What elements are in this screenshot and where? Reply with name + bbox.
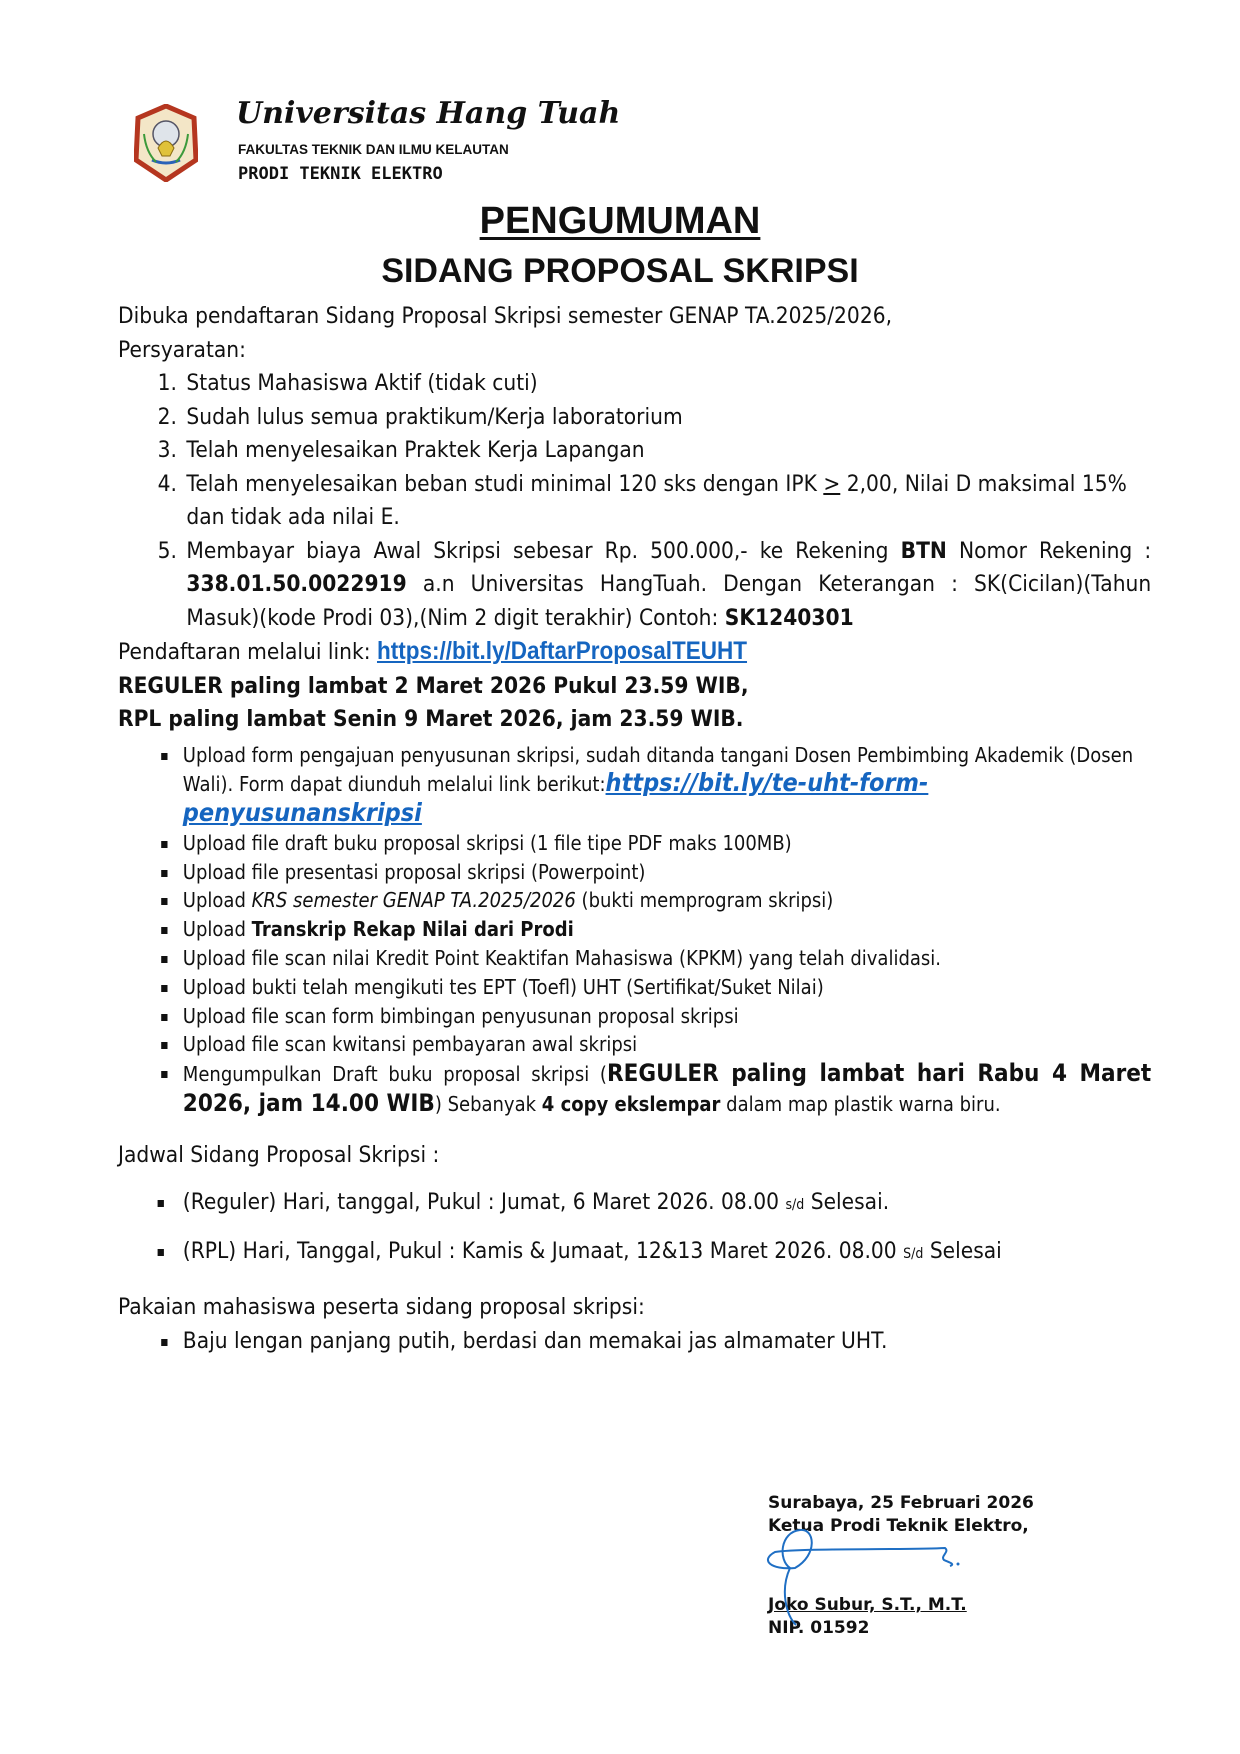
schedule-text: Selesai	[923, 1237, 1002, 1264]
upload-text: dalam map plastik warna biru.	[720, 1092, 1001, 1117]
upload-text: Upload form pengajuan penyusunan skripsi, sudah ditanda tangani Dosen Pembimbing Akademik (Dosen Wali). Form dapat diunduh melalui link berikut:	[182, 742, 1134, 797]
upload-item	[159, 1059, 1151, 1119]
item-number: 5.	[157, 537, 177, 564]
item-number: 2.	[157, 403, 177, 430]
upload-item	[159, 886, 1151, 915]
dress-code-item: Baju lengan panjang putih, berdasi dan memakai jas almamater UHT.	[159, 1325, 1151, 1359]
requirements-label: Persyaratan:	[118, 336, 246, 363]
registration-label: Pendaftaran melalui link:	[118, 639, 377, 665]
item-number: 1.	[157, 370, 177, 396]
upload-item: Upload file scan kwitansi pembayaran awal skripsi	[159, 1030, 1151, 1059]
item-number: 4.	[157, 470, 177, 497]
deadline-rpl: RPL paling lambat Senin 9 Maret 2026, jam 23.59 WIB.	[118, 706, 744, 732]
registration-link[interactable]: https://bit.ly/DaftarProposalTEUHT	[376, 637, 748, 665]
signer-position: Ketua Prodi Teknik Elektro,	[768, 1516, 1029, 1536]
schedule-text: Selesai.	[804, 1189, 890, 1216]
signer-nip: NIP. 01592	[768, 1618, 870, 1638]
requirement-text: Nomor Rekening :	[946, 537, 1152, 564]
schedule-text: (Reguler) Hari, tanggal, Pukul : Jumat, 6 Maret 2026. 08.00	[182, 1189, 786, 1216]
upload-text: Upload	[182, 888, 252, 913]
schedule-item	[156, 1235, 1151, 1272]
requirement-text: Sudah lulus semua praktikum/Kerja laboratorium	[186, 403, 683, 430]
copy-count: 4 copy ekslempar	[541, 1092, 721, 1117]
place-date: Surabaya, 25 Februari 2026	[768, 1493, 1034, 1513]
payment-example-code: SK1240301	[724, 604, 854, 631]
requirement-text: 2,00, Nilai D maksimal 15% dan tidak ada nilai E.	[186, 470, 1127, 530]
requirement-item	[158, 401, 1152, 435]
schedule-title: Jadwal Sidang Proposal Skripsi :	[118, 1141, 440, 1168]
upload-list	[118, 741, 1151, 1119]
upload-item: Upload file scan nilai Kredit Point Keaktifan Mahasiswa (KPKM) yang telah divalidasi.	[159, 944, 1151, 973]
requirement-text: Membayar biaya Awal Skripsi sebesar Rp. 500.000,- ke Rekening	[186, 537, 901, 564]
dress-code-list	[118, 1325, 1151, 1359]
upload-text: (bukti memprogram skripsi)	[575, 888, 834, 913]
transcript-text: Transkrip Rekap Nilai dari Prodi	[251, 917, 574, 942]
announcement-body	[118, 300, 1151, 1358]
signer-name: Joko Subur, S.T., M.T.	[768, 1595, 967, 1615]
schedule-item	[156, 1186, 1151, 1223]
requirements-list	[118, 367, 1151, 635]
university-seal-icon	[134, 104, 198, 182]
program-name: PRODI TEKNIK ELEKTRO	[238, 164, 443, 184]
account-number: 338.01.50.0022919	[186, 571, 407, 597]
item-number: 3.	[157, 437, 177, 463]
upload-text: ) Sebanyak	[434, 1092, 542, 1117]
until-abbrev: S/d	[903, 1245, 924, 1262]
registration-line	[118, 635, 1151, 670]
upload-item: Upload bukti telah mengikuti tes EPT (Toefl) UHT (Sertifikat/Suket Nilai)	[159, 973, 1151, 1002]
requirement-item	[158, 468, 1152, 535]
faculty-name: FAKULTAS TEKNIK DAN ILMU KELAUTAN	[238, 142, 509, 157]
requirement-item	[158, 367, 1152, 401]
draft-deadline: REGULER paling lambat hari Rabu 4 Maret 2026, jam 14.00 WIB	[182, 1059, 1152, 1118]
dress-code-title: Pakaian mahasiswa peserta sidang proposal skripsi:	[118, 1294, 645, 1321]
upload-text: Mengumpulkan Draft buku proposal skripsi (	[182, 1062, 607, 1087]
requirement-text: Telah menyelesaikan Praktek Kerja Lapangan	[186, 437, 645, 463]
upload-item: Upload file draft buku proposal skripsi (1 file tipe PDF maks 100MB)	[159, 829, 1151, 858]
deadline-regular: REGULER paling lambat 2 Maret 2026 Pukul 23.59 WIB,	[118, 672, 749, 699]
form-download-link[interactable]: https://bit.ly/te-uht-form-penyusunanskripsi	[182, 768, 929, 828]
requirement-text: a.n Universitas HangTuah. Dengan Keterangan : SK(Cicilan)(Tahun Masuk)(kode Prodi 03),(Nim 2 digit terakhir) Contoh:	[186, 571, 1152, 631]
requirement-text: Status Mahasiswa Aktif (tidak cuti)	[186, 370, 538, 396]
until-abbrev: s/d	[785, 1197, 805, 1214]
greater-equal-symbol: >	[823, 470, 841, 497]
schedule-list	[118, 1186, 1151, 1271]
requirement-item	[158, 535, 1152, 636]
page-subtitle: SIDANG PROPOSAL SKRIPSI	[381, 252, 859, 290]
requirement-item	[158, 434, 1152, 468]
university-name: Universitas Hang Tuah	[236, 96, 621, 131]
upload-item	[159, 741, 1151, 829]
upload-text: Upload	[182, 917, 252, 942]
upload-item: Upload file scan form bimbingan penyusunan proposal skripsi	[159, 1002, 1151, 1031]
krs-text: KRS semester GENAP TA.2025/2026	[251, 888, 576, 913]
upload-item: Upload file presentasi proposal skripsi (Powerpoint)	[159, 858, 1151, 887]
intro-text: Dibuka pendaftaran Sidang Proposal Skripsi semester GENAP TA.2025/2026,	[118, 303, 893, 329]
schedule-text: (RPL) Hari, Tanggal, Pukul : Kamis & Jumaat, 12&13 Maret 2026. 08.00	[182, 1237, 904, 1264]
handwritten-signature-icon	[760, 1520, 1000, 1640]
page-title: PENGUMUMAN	[479, 200, 761, 242]
upload-item	[159, 915, 1151, 944]
bank-name: BTN	[900, 537, 947, 564]
requirement-text: Telah menyelesaikan beban studi minimal 120 sks dengan IPK	[186, 470, 824, 497]
